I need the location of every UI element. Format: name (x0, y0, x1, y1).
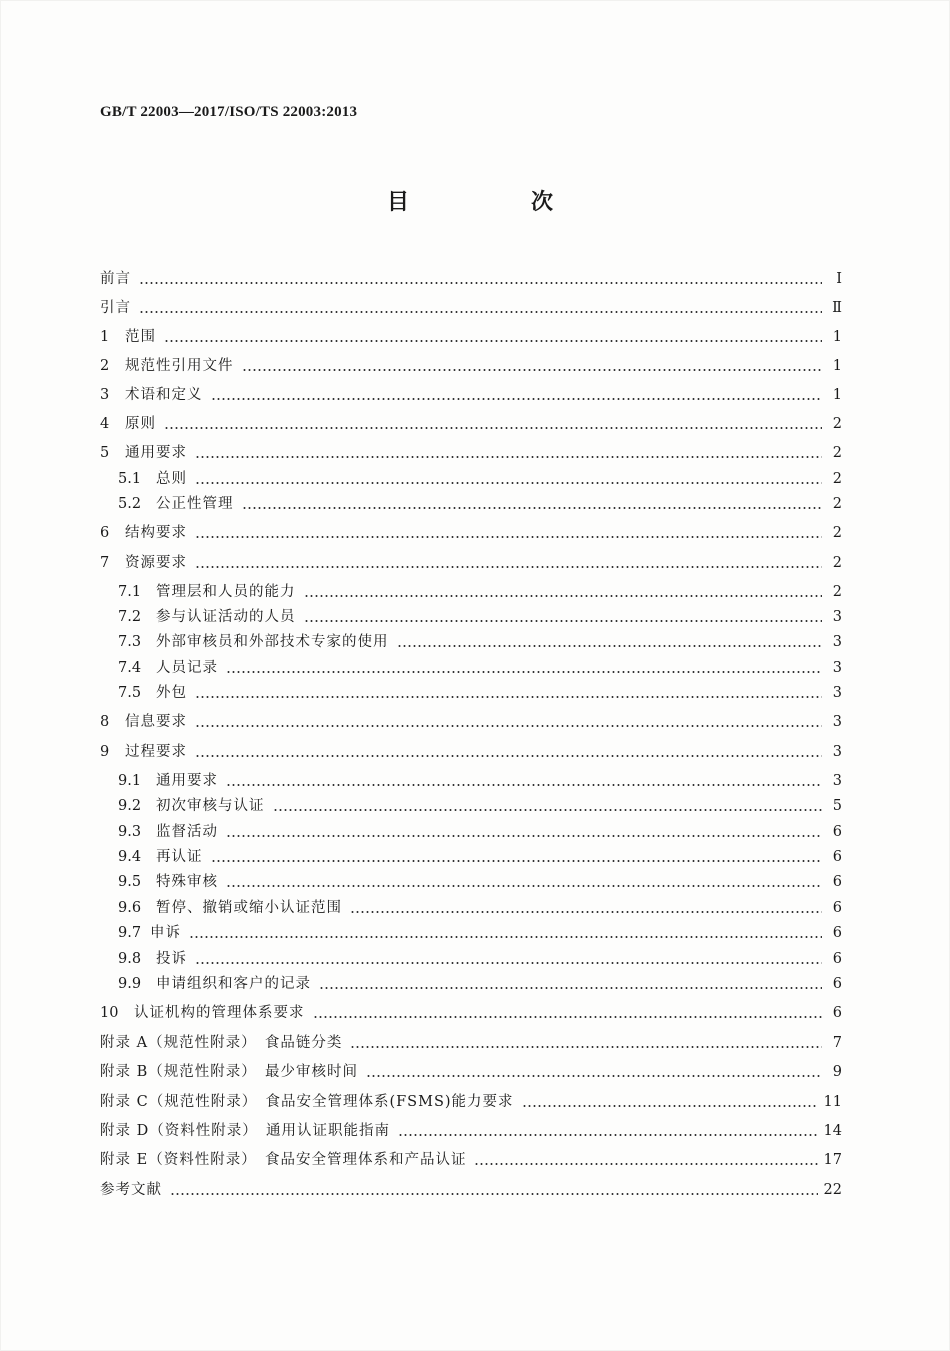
toc-entry-label: 外部审核员和外部技术专家的使用 (156, 634, 389, 650)
leader-dots (474, 1163, 817, 1165)
leader-dots (195, 536, 822, 538)
toc-subentry[interactable] (118, 866, 842, 892)
toc-entry-number: 7.1 (118, 584, 142, 600)
leader-dots (226, 671, 822, 673)
toc-entry-label: 过程要求 (125, 744, 187, 760)
toc-entry-number: 7 (100, 555, 110, 571)
leader-dots (189, 936, 822, 938)
toc-entry-label: 总则 (156, 471, 187, 487)
leader-dots (195, 696, 822, 698)
toc-subentry[interactable] (118, 576, 842, 602)
toc-entry-page: 6 (832, 976, 842, 992)
toc-entry-label: 规范性引用文件 (125, 358, 234, 374)
toc-entry-number: 5.2 (118, 496, 142, 512)
toc-entry-number: 7.5 (118, 685, 142, 701)
toc-entry-page: 2 (832, 496, 842, 512)
toc-entry-number: 6 (100, 525, 110, 541)
toc-entry-page: 6 (832, 874, 842, 890)
toc-entry-page: Ⅱ (832, 300, 842, 316)
toc-entry-page: 22 (823, 1182, 842, 1198)
leader-dots (226, 835, 822, 837)
toc-entry-number: 9.2 (118, 798, 142, 814)
leader-dots (398, 1134, 818, 1136)
toc-entry-label: 投诉 (156, 951, 187, 967)
leader-dots (195, 725, 822, 727)
toc-entry[interactable] (100, 408, 842, 434)
leader-dots (226, 784, 822, 786)
leader-dots (139, 282, 822, 284)
toc-entry-number: 2 (100, 358, 110, 374)
leader-dots (211, 860, 823, 862)
toc-entry-page: 1 (832, 387, 842, 403)
toc-entry-bibliography[interactable] (100, 1174, 842, 1200)
toc-entry-number: 9.7 (118, 925, 142, 941)
toc-entry-label: 监督活动 (156, 824, 218, 840)
toc-entry-page: 7 (832, 1035, 842, 1051)
leader-dots (304, 595, 823, 597)
toc-entry-page: Ⅰ (836, 271, 842, 287)
toc-entry-number: 5.1 (118, 471, 142, 487)
leader-dots (195, 755, 822, 757)
toc-annex-d[interactable] (100, 1115, 842, 1141)
toc-entry-page: 9 (832, 1064, 842, 1080)
leader-dots (242, 507, 823, 509)
leader-dots (304, 620, 823, 622)
toc-entry[interactable] (100, 706, 842, 732)
toc-entry[interactable] (100, 379, 842, 405)
toc-entry-page: 1 (832, 329, 842, 345)
toc-annex-a[interactable] (100, 1027, 842, 1053)
toc-entry-label: 申诉 (150, 925, 181, 941)
toc-subentry[interactable] (118, 601, 842, 627)
leader-dots (350, 911, 822, 913)
toc-entry-number: 9.5 (118, 874, 142, 890)
toc-entry[interactable] (100, 321, 842, 347)
toc-subentry[interactable] (118, 463, 842, 489)
toc-entry-label: 通用要求 (125, 445, 187, 461)
toc-entry-label: 附录 B（规范性附录） 最少审核时间 (100, 1064, 359, 1080)
leader-dots (397, 645, 823, 647)
toc-entry-page: 3 (832, 634, 842, 650)
toc-entry-label: 引言 (100, 300, 131, 316)
standard-id: GB/T 22003—2017/ISO/TS 22003:2013 (100, 104, 358, 120)
toc-entry-label: 人员记录 (156, 660, 218, 676)
toc-subentry[interactable] (118, 968, 842, 994)
toc-entry-page: 3 (832, 773, 842, 789)
leader-dots (195, 456, 822, 458)
toc-entry-label: 原则 (125, 416, 156, 432)
toc-annex-e[interactable] (100, 1144, 842, 1170)
toc-subentry[interactable] (118, 841, 842, 867)
leader-dots (226, 885, 822, 887)
toc-annex-b[interactable] (100, 1056, 842, 1082)
toc-entry-number: 9.4 (118, 849, 142, 865)
leader-dots (242, 369, 823, 371)
toc-entry-page: 2 (832, 584, 842, 600)
toc-entry-foreword[interactable] (100, 263, 842, 289)
toc-entry-page: 3 (832, 685, 842, 701)
toc-entry-number: 8 (100, 714, 110, 730)
toc-entry-number: 9.9 (118, 976, 142, 992)
leader-dots (313, 1016, 823, 1018)
toc-entry-page: 6 (832, 925, 842, 941)
leader-dots (195, 962, 822, 964)
toc-subentry[interactable] (118, 790, 842, 816)
toc-entry-page: 11 (823, 1094, 842, 1110)
toc-entry-page: 6 (832, 824, 842, 840)
toc-entry-number: 9.8 (118, 951, 142, 967)
toc-entry-label: 附录 A（规范性附录） 食品链分类 (100, 1035, 343, 1051)
leader-dots (170, 1193, 818, 1195)
toc-entry-label: 范围 (125, 329, 156, 345)
leader-dots (195, 482, 822, 484)
leader-dots (350, 1046, 822, 1048)
toc-entry-introduction[interactable] (100, 292, 842, 318)
toc-entry-number: 9.6 (118, 900, 142, 916)
toc-entry-label: 特殊审核 (156, 874, 218, 890)
leader-dots (522, 1105, 818, 1107)
toc-subentry[interactable] (118, 816, 842, 842)
toc-entry-number: 10 (100, 1005, 119, 1021)
toc-subentry[interactable] (118, 677, 842, 703)
toc-subentry[interactable] (118, 626, 842, 652)
toc-entry-number: 4 (100, 416, 110, 432)
toc-entry-label: 结构要求 (125, 525, 187, 541)
toc-entry-label: 通用要求 (156, 773, 218, 789)
toc-entry-label: 公正性管理 (156, 496, 234, 512)
toc-entry-page: 6 (832, 1005, 842, 1021)
toc-entry-label: 附录 D（资料性附录） 通用认证职能指南 (100, 1123, 390, 1139)
toc-subentry[interactable] (118, 765, 842, 791)
toc-entry-page: 2 (832, 471, 842, 487)
toc-entry-label: 参考文献 (100, 1182, 162, 1198)
toc-entry-label: 参与认证活动的人员 (156, 609, 296, 625)
toc-entry-number: 5 (100, 445, 110, 461)
toc-entry-page: 5 (832, 798, 842, 814)
toc-entry-label: 资源要求 (125, 555, 187, 571)
toc-entry-page: 14 (823, 1123, 842, 1139)
toc-entry-label: 前言 (100, 271, 131, 287)
toc-entry-label: 暂停、撤销或缩小认证范围 (156, 900, 342, 916)
toc-subentry[interactable] (118, 892, 842, 918)
toc-entry-label: 信息要求 (125, 714, 187, 730)
toc-entry-page: 17 (823, 1152, 842, 1168)
toc-entry-label: 附录 C（规范性附录） 食品安全管理体系(FSMS)能力要求 (100, 1094, 514, 1110)
toc-entry[interactable] (100, 736, 842, 762)
toc-entry-page: 2 (832, 416, 842, 432)
toc-entry-number: 7.4 (118, 660, 142, 676)
toc-entry-page: 3 (832, 609, 842, 625)
toc-entry-number: 7.3 (118, 634, 142, 650)
page-title: 目 次 (386, 190, 603, 215)
toc-entry-label: 申请组织和客户的记录 (156, 976, 311, 992)
leader-dots (273, 809, 823, 811)
toc-entry[interactable] (100, 997, 842, 1023)
toc-entry-page: 6 (832, 849, 842, 865)
toc-entry[interactable] (100, 547, 842, 573)
toc-entry-label: 术语和定义 (125, 387, 203, 403)
toc-entry-label: 再认证 (156, 849, 203, 865)
toc-entry-page: 2 (832, 555, 842, 571)
toc-entry-page: 2 (832, 525, 842, 541)
toc-entry-number: 3 (100, 387, 110, 403)
toc-entry-page: 6 (832, 951, 842, 967)
toc-entry-number: 9.3 (118, 824, 142, 840)
leader-dots (139, 311, 822, 313)
toc-entry-label: 认证机构的管理体系要求 (134, 1005, 305, 1021)
toc-entry[interactable] (100, 350, 842, 376)
leader-dots (164, 340, 822, 342)
toc-entry-number: 7.2 (118, 609, 142, 625)
toc-entry-page: 2 (832, 445, 842, 461)
toc-entry-label: 管理层和人员的能力 (156, 584, 296, 600)
toc-entry-page: 3 (832, 660, 842, 676)
toc-entry-number: 9.1 (118, 773, 142, 789)
toc-entry-label: 初次审核与认证 (156, 798, 265, 814)
toc-entry-number: 1 (100, 329, 110, 345)
toc-subentry[interactable] (118, 943, 842, 969)
toc-entry-page: 3 (832, 714, 842, 730)
leader-dots (195, 566, 822, 568)
toc-entry-page: 6 (832, 900, 842, 916)
leader-dots (319, 987, 822, 989)
leader-dots (211, 398, 823, 400)
toc-entry[interactable] (100, 437, 842, 463)
toc-entry[interactable] (100, 517, 842, 543)
leader-dots (366, 1075, 822, 1077)
toc-entry-page: 1 (832, 358, 842, 374)
toc-annex-c[interactable] (100, 1086, 842, 1112)
toc-entry-label: 附录 E（资料性附录） 食品安全管理体系和产品认证 (100, 1152, 467, 1168)
toc-entry-number: 9 (100, 744, 110, 760)
toc-entry-label: 外包 (156, 685, 187, 701)
toc-subentry[interactable] (118, 488, 842, 514)
toc-entry-page: 3 (832, 744, 842, 760)
toc-subentry[interactable] (118, 652, 842, 678)
toc-subentry[interactable] (118, 917, 842, 943)
leader-dots (164, 427, 822, 429)
